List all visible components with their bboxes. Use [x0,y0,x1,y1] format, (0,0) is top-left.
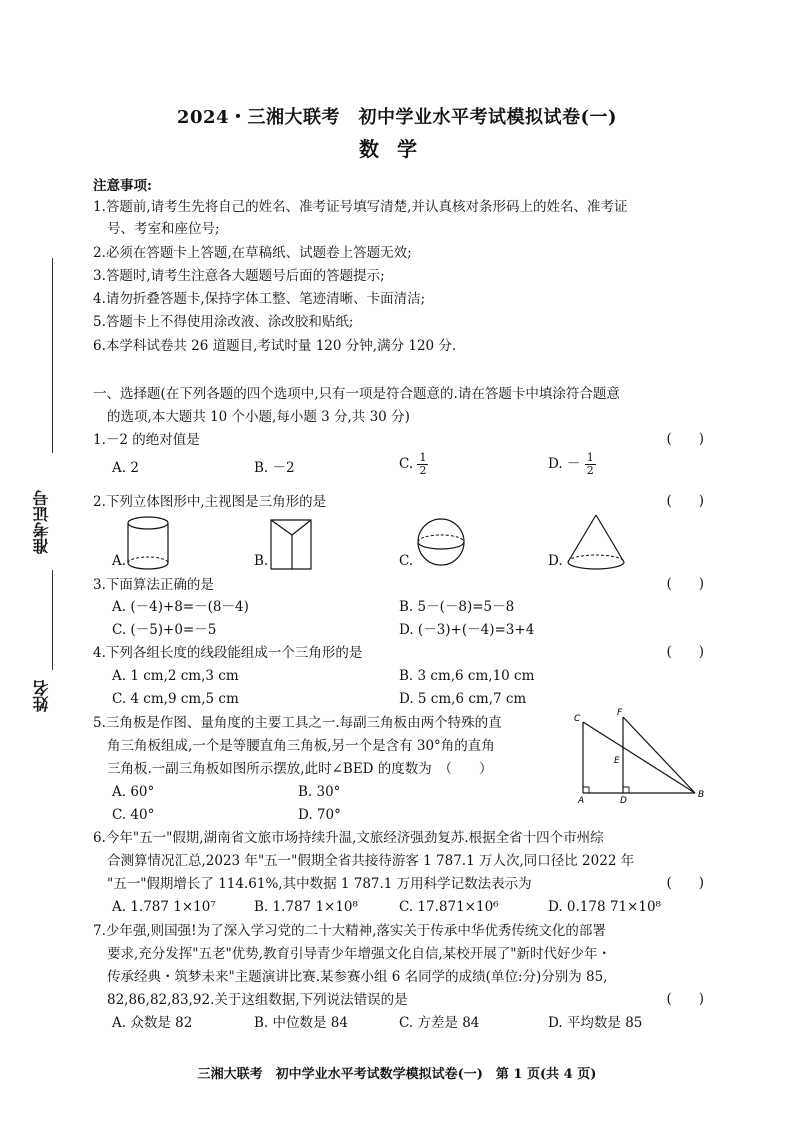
q5-option-a: A. 60° [112,784,155,800]
q4-stem: 4.下列各组长度的线段能组成一个三角形的是 [93,645,363,661]
q6-stem-line3: "五一"假期增长了 114.61%,其中数据 1 787.1 万用科学记数法表示为 [107,876,532,892]
q4-option-d: D. 5 cm,6 cm,7 cm [399,691,527,707]
q5-stem-line1: 5.三角板是作图、量角度的主要工具之一.每副三角板由两个特殊的直 [93,715,502,731]
q5-option-c: C. 40° [112,807,155,823]
q2-option-a: A. [112,553,127,569]
q5-stem-line3: 三角板.一副三角板如图所示摆放,此时∠BED 的度数为 （ ） [107,761,493,777]
q6-stem-line2: 合测算情况汇总,2023 年"五一"假期全省共接待游客 1 787.1 万人次,同口径比 2022 年 [107,853,635,869]
notes-heading: 注意事项: [93,178,152,194]
answer-paren: ( ) [666,576,704,592]
note-item: 3.答题时,请考生注意各大题题号后面的答题提示; [93,268,385,284]
cylinder-figure [125,515,171,571]
q2-option-b: B. [254,553,269,569]
q5-stem-line2: 角三角板组成,一个是等腰直角三角板,另一个是含有 30°角的直角 [107,738,495,754]
q3-option-b: B. 5－(－8)=5－8 [399,599,515,615]
q6-option-b: B. 1.787 1×10⁸ [254,899,358,915]
q4-option-a: A. 1 cm,2 cm,3 cm [112,668,239,684]
note-item: 号、考室和座位号; [107,221,220,237]
q2-stem: 2.下列立体图形中,主视图是三角形的是 [93,494,327,510]
q3-option-d: D. (－3)+(－4)=3+4 [399,622,535,638]
answer-paren: ( ) [666,493,704,509]
q3-option-a: A. (－4)+8=－(8－4) [112,599,249,615]
answer-paren: ( ) [666,991,704,1007]
q1-stem: 1.－2 的绝对值是 [93,432,200,448]
q7-option-b: B. 中位数是 84 [254,1015,348,1031]
q1-option-a: A. 2 [112,460,139,476]
note-item: 4.请勿折叠答题卡,保持字体工整、笔迹清晰、卡面清洁; [93,291,426,307]
page-footer: 三湘大联考 初中学业水平考试数学模拟试卷(一) 第 1 页(共 4 页) [197,1067,597,1082]
q2-option-c: C. [399,553,414,569]
note-item: 2.必须在答题卡上答题,在草稿纸、试题卷上答题无效; [93,245,412,261]
q4-option-b: B. 3 cm,6 cm,10 cm [399,668,535,684]
q6-option-a: A. 1.787 1×10⁷ [112,899,216,915]
q7-stem-line4: 82,86,82,83,92.关于这组数据,下列说法错误的是 [107,992,408,1008]
point-label-f: F [617,708,623,718]
point-label-d: D [620,796,627,806]
fraction-half: $\frac{1}{2}$ [586,451,594,477]
answer-paren: ( ) [666,431,704,447]
q1-option-b: B. －2 [254,460,295,476]
q6-option-c: C. 17.871×10⁶ [399,899,499,915]
point-label-b: B [698,790,705,800]
q7-option-d: D. 平均数是 85 [548,1015,643,1031]
point-label-e: E [614,756,620,766]
q1-option-d: D. － $\frac{1}{2}$ [548,451,594,477]
q3-stem: 3.下面算法正确的是 [93,577,214,593]
answer-paren: ( ) [666,875,704,891]
fraction-half: $\frac{1}{2}$ [419,451,427,477]
answer-paren: ( ) [666,644,704,660]
binding-rule [52,570,53,670]
q3-option-c: C. (－5)+0=－5 [112,622,217,638]
q5-option-d: D. 70° [298,807,341,823]
q7-stem-line2: 要求,充分发挥"五老"优势,教育引导青少年增强文化自信,某校开展了"新时代好少年・ [107,946,612,962]
point-label-a: A [578,796,585,806]
q6-stem-line1: 6.今年"五一"假期,湖南省文旅市场持续升温,文旅经济强劲复苏.根据全省十四个市州综 [93,830,604,846]
subject-title: 数学 [359,137,435,161]
q1-option-c: C. $\frac{1}{2}$ [399,451,427,477]
q4-option-c: C. 4 cm,9 cm,5 cm [112,691,239,707]
sphere-figure [416,516,466,568]
name-label: 姓名 [32,680,51,712]
note-item: 1.答题前,请考生先将自己的姓名、准考证号填写清楚,并认真核对条形码上的姓名、准考证 [93,199,628,215]
section-heading-cont: 的选项,本大题共 10 个小题,每小题 3 分,共 30 分) [107,409,410,425]
exam-number-label: 准考证号 [32,490,51,554]
q7-option-a: A. 众数是 82 [112,1015,193,1031]
note-item: 6.本学科试卷共 26 道题目,考试时量 120 分钟,满分 120 分. [93,338,457,354]
triangle-set-figure [570,705,710,815]
q7-stem-line3: 传承经典・筑梦未来"主题演讲比赛.某参赛小组 6 名同学的成绩(单位:分)分别为 85, [107,969,608,985]
q5-option-b: B. 30° [298,784,341,800]
section-heading: 一、选择题(在下列各题的四个选项中,只有一项是符合题意的.请在答题卡中填涂符合题意 [93,386,620,402]
exam-title: 2024・三湘大联考 初中学业水平考试模拟试卷(一) [176,107,618,128]
q2-option-d: D. [548,553,563,569]
q7-stem-line1: 7.少年强,则国强!为了深入学习党的二十大精神,落实关于传承中华优秀传统文化的部署 [93,923,606,939]
q7-option-c: C. 方差是 84 [399,1015,480,1031]
point-label-c: C [574,714,581,724]
binding-rule [52,258,53,453]
note-item: 5.答题卡上不得使用涂改液、涂改胶和贴纸; [93,314,354,330]
q6-option-d: D. 0.178 71×10⁸ [548,899,661,915]
triangular-prism-figure [268,517,314,573]
cone-figure [565,512,627,572]
